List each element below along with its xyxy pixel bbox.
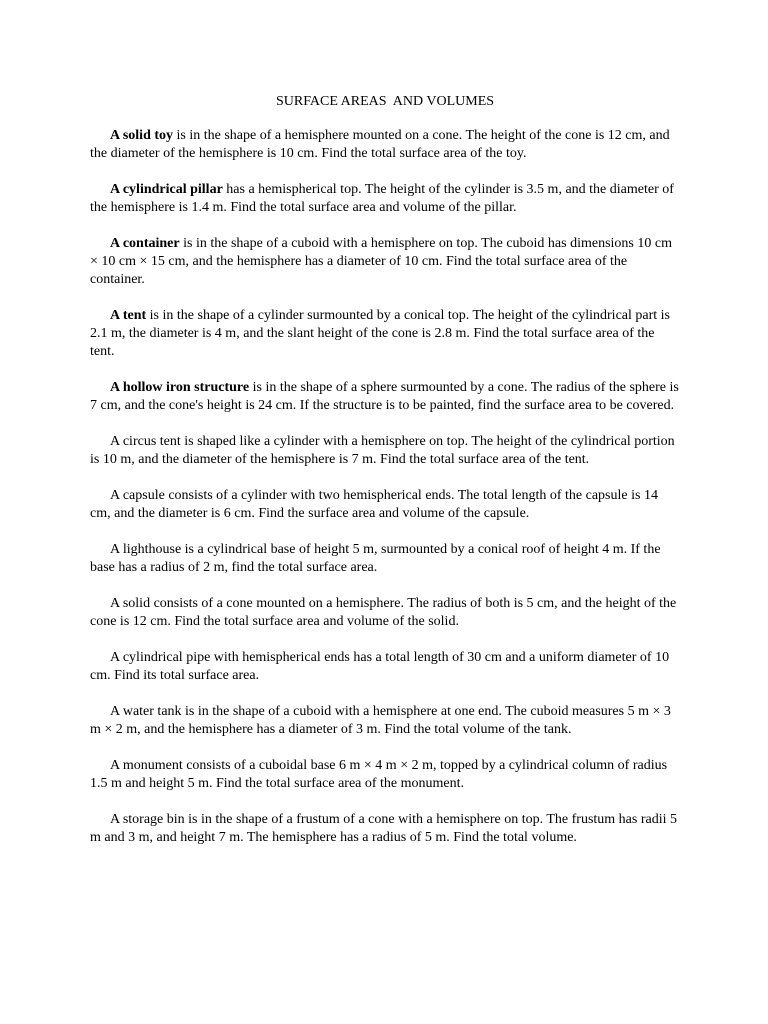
- problem-text: is in the shape of a hemisphere mounted on a cone. The height of the cone is 12 cm, and the diameter of the hemisphere is 10 cm. Find the total surface area of the toy.: [90, 128, 670, 161]
- problem-paragraph: [90, 127, 680, 163]
- problem-text: A capsule consists of a cylinder with two hemispherical ends. The total length of the capsule is 14 cm, and the diameter is 6 cm. Find the surface area and volume of the capsule.: [90, 488, 658, 521]
- problem-text: is in the shape of a cuboid with a hemisphere on top. The cuboid has dimensions 10 cm × 10 cm × 15 cm, and the hemisphere has a diameter of 10 cm. Find the total surface area of the container.: [90, 236, 672, 287]
- problem-paragraph: [90, 433, 680, 469]
- problem-paragraph: [90, 487, 680, 523]
- problem-lead: A solid toy: [110, 128, 174, 143]
- problem-paragraph: [90, 541, 680, 577]
- problem-paragraph: [90, 757, 680, 793]
- problem-text: is in the shape of a cylinder surmounted by a conical top. The height of the cylindrical part is 2.1 m, the diameter is 4 m, and the slant height of the cone is 2.8 m. Find the total surface area of the tent.: [90, 308, 670, 359]
- document-page: [90, 92, 680, 865]
- problem-lead: A tent: [110, 308, 147, 323]
- problem-text: A water tank is in the shape of a cuboid with a hemisphere at one end. The cuboid measures 5 m × 3 m × 2 m, and the hemisphere has a diameter of 3 m. Find the total volume of the tank.: [90, 704, 671, 737]
- problem-text: A circus tent is shaped like a cylinder with a hemisphere on top. The height of the cylindrical portion is 10 m, and the diameter of the hemisphere is 7 m. Find the total surface area of the tent.: [90, 434, 675, 467]
- problem-paragraph: [90, 181, 680, 217]
- problem-paragraph: [90, 649, 680, 685]
- problem-paragraph: [90, 595, 680, 631]
- problem-lead: A container: [110, 236, 180, 251]
- problem-text: A cylindrical pipe with hemispherical ends has a total length of 30 cm and a uniform diameter of 10 cm. Find its total surface area.: [90, 650, 670, 683]
- problem-text: A lighthouse is a cylindrical base of height 5 m, surmounted by a conical roof of height 4 m. If the base has a radius of 2 m, find the total surface area.: [90, 542, 661, 575]
- problem-lead: A cylindrical pillar: [110, 182, 223, 197]
- problem-text: is in the shape of a sphere surmounted by a cone. The radius of the sphere is 7 cm, and the cone's height is 24 cm. If the structure is to be painted, find the surface area to be covered.: [90, 380, 679, 413]
- problem-text: A monument consists of a cuboidal base 6 m × 4 m × 2 m, topped by a cylindrical column of radius 1.5 m and height 5 m. Find the total surface area of the monument.: [90, 758, 668, 791]
- problem-text: A solid consists of a cone mounted on a hemisphere. The radius of both is 5 cm, and the height of the cone is 12 cm. Find the total surface area and volume of the solid.: [90, 596, 677, 629]
- problem-text: A storage bin is in the shape of a frustum of a cone with a hemisphere on top. The frustum has radii 5 m and 3 m, and height 7 m. The hemisphere has a radius of 5 m. Find the total volume.: [90, 812, 677, 845]
- problem-paragraph: [90, 703, 680, 739]
- problem-paragraph: [90, 307, 680, 361]
- problem-lead: A hollow iron structure: [110, 380, 250, 395]
- problem-text: has a hemispherical top. The height of the cylinder is 3.5 m, and the diameter of the hemisphere is 1.4 m. Find the total surface area and volume of the pillar.: [90, 182, 674, 215]
- document-title: SURFACE AREAS AND VOLUMES: [275, 94, 495, 109]
- problem-paragraph: [90, 235, 680, 289]
- problem-paragraph: [90, 379, 680, 415]
- problem-paragraph: [90, 811, 680, 847]
